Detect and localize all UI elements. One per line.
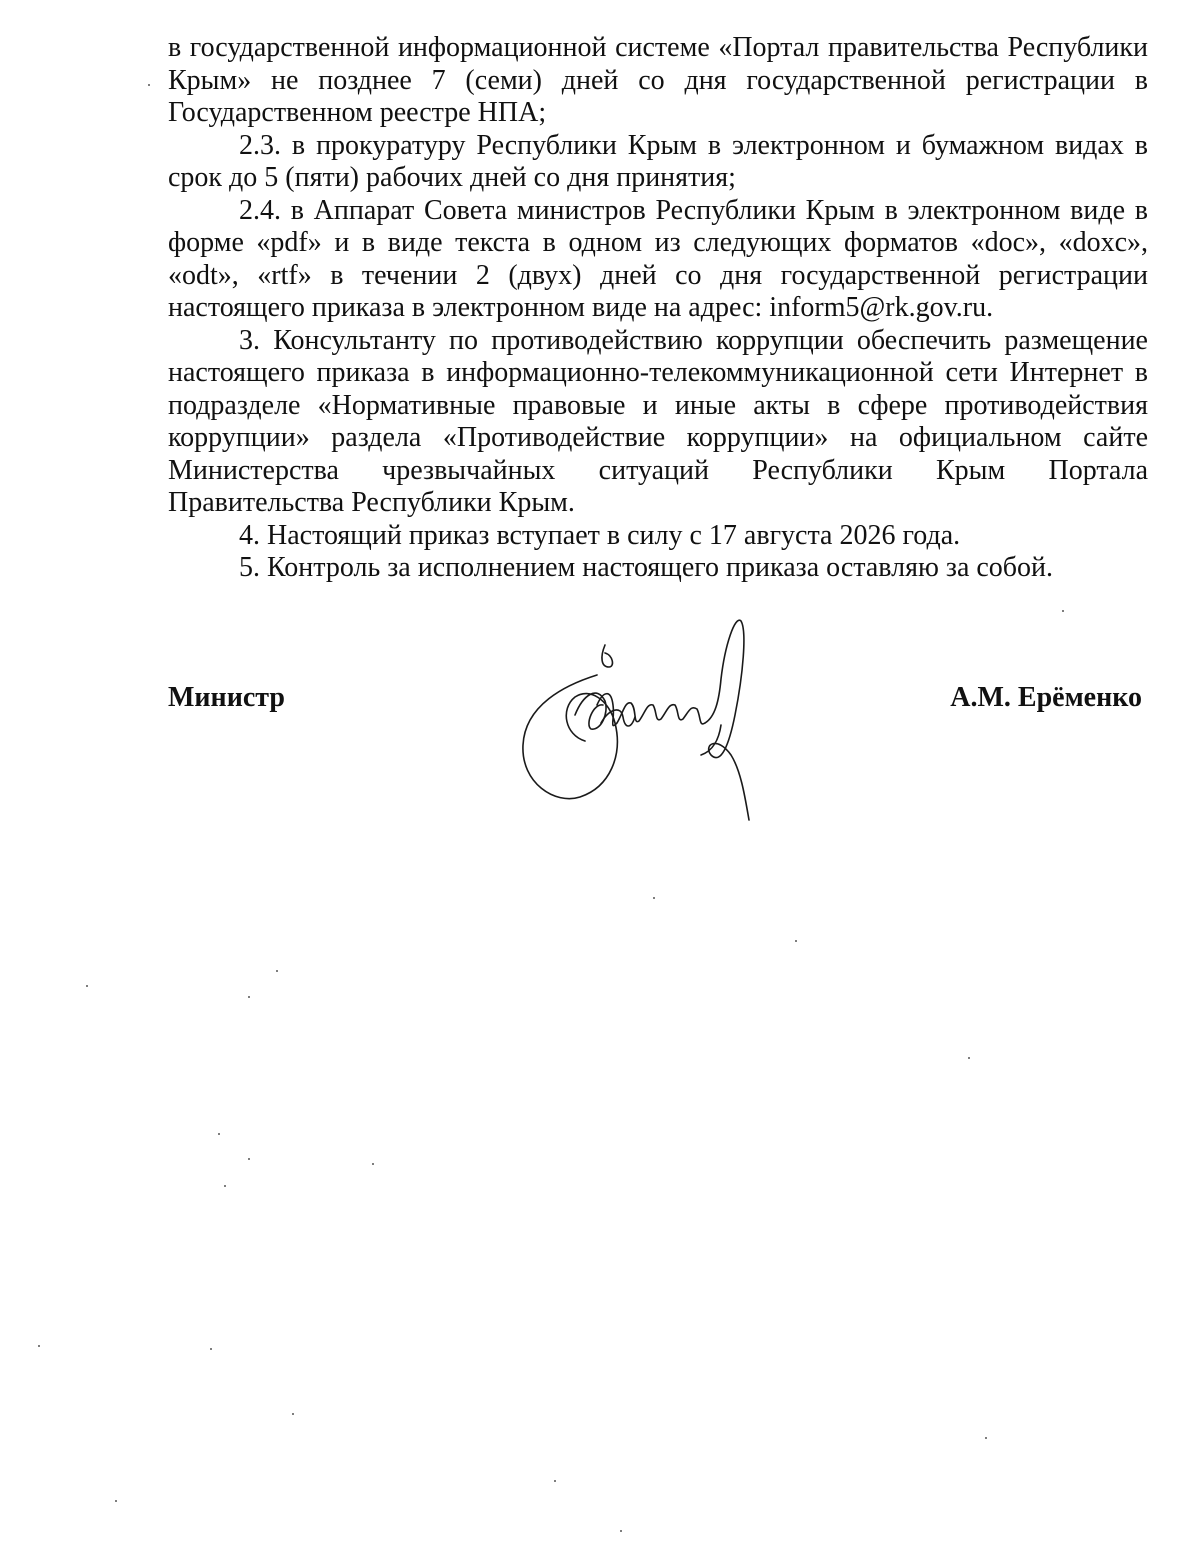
handwritten-signature — [505, 605, 775, 835]
scan-speck — [115, 1500, 117, 1502]
scan-speck — [224, 1185, 226, 1187]
scan-speck — [210, 1348, 212, 1350]
scan-speck — [620, 1530, 622, 1532]
scan-speck — [372, 1163, 374, 1165]
scan-speck — [795, 940, 797, 942]
scan-speck — [248, 1158, 250, 1160]
scan-speck — [218, 1133, 220, 1135]
paragraph-5: 5. Контроль за исполнением настоящего приказа оставляю за собой. — [239, 552, 1054, 583]
scan-speck — [985, 1437, 987, 1439]
scan-speck — [292, 1413, 294, 1415]
document-body — [168, 32, 1148, 585]
signatory-position: Министр — [168, 682, 285, 713]
signatory-name: А.М. Ерёменко — [950, 682, 1142, 713]
scan-speck — [554, 1480, 556, 1482]
scan-speck — [148, 84, 150, 86]
scan-speck — [86, 985, 88, 987]
scan-speck — [38, 1345, 40, 1347]
paragraph-2-3: 2.3. в прокуратуру Республики Крым в электронном и бумажном видах в срок до 5 (пяти) рабочих дней со дня принятия; — [168, 129, 1148, 193]
scan-speck — [276, 970, 278, 972]
paragraph-2-4: 2.4. в Аппарат Совета министров Республики Крым в электронном виде в форме «pdf» и в виде текста в одном из следующих форматов «doc», «doxc», «odt», «rtf» в течении 2 (двух) дней со дня государственной регистрации настоящего приказа в электронном виде на адрес: inform5@rk.gov.ru. — [168, 194, 1148, 323]
scan-speck — [968, 1057, 970, 1059]
scan-speck — [248, 996, 250, 998]
paragraph-3: 3. Консультанту по противодействию коррупции обеспечить размещение настоящего приказа в информационно-телекоммуникационной сети Интернет в подразделе «Нормативные правовые и иные акты в сфере противодействия коррупции» раздела «Противодействие коррупции» на официальном сайте Министерства чрезвычайных ситуаций Республики Крым Портала Правительства Республики Крым. — [168, 324, 1148, 518]
paragraph-continuation: в государственной информационной системе «Портал правительства Республики Крым» не позднее 7 (семи) дней со дня государственной регистрации в Государственном реестре НПА; — [168, 32, 1148, 128]
paragraph-4: 4. Настоящий приказ вступает в силу с 17 августа 2026 года. — [239, 519, 961, 551]
scan-speck — [1062, 610, 1064, 612]
scan-speck — [653, 897, 655, 899]
